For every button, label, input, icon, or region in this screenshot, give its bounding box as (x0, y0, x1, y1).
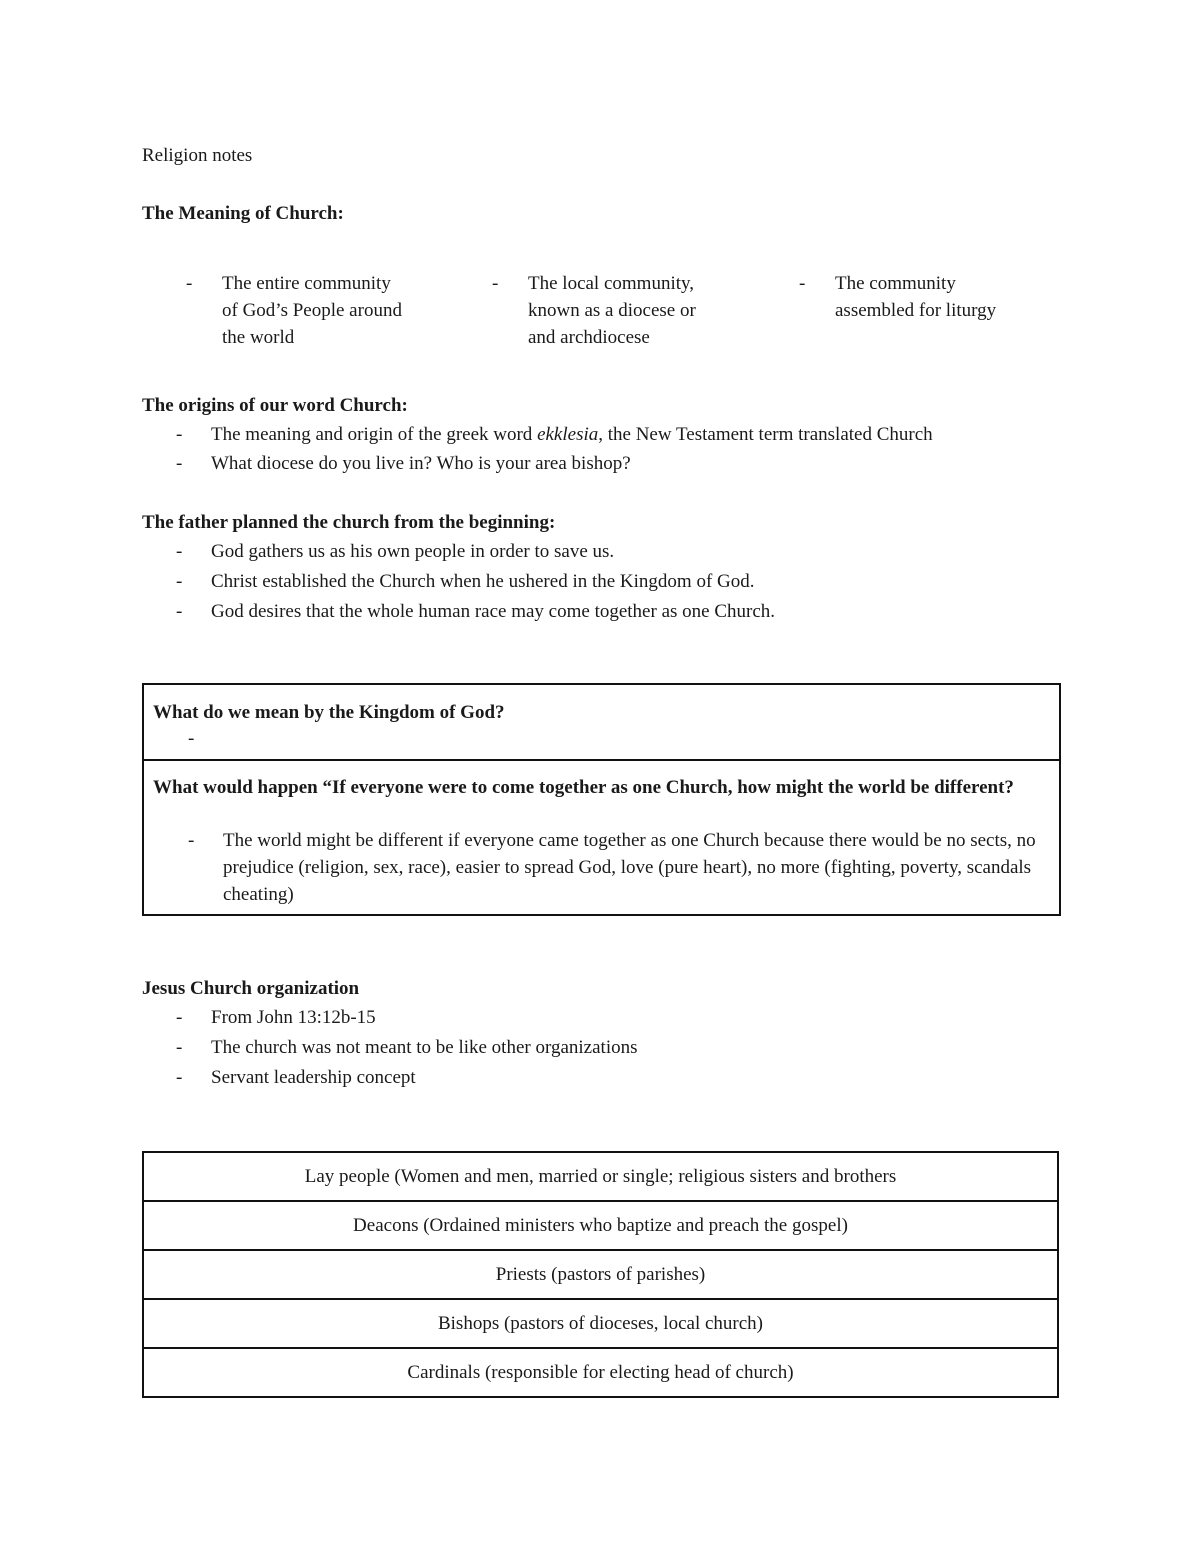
bullet-dash: - (492, 273, 499, 294)
document-title: Religion notes (142, 145, 253, 166)
bullet-dash: - (186, 273, 193, 294)
father-item: - God gathers us as his own people in order to save us. (176, 541, 615, 562)
one-church-answer: The world might be different if everyone came together as one Church because there would be no sects, no prejudice (religion, sex, race), easier to spread God, love (pure heart), no more (fighting, poverty, scandals cheating) (223, 830, 1036, 905)
kingdom-question: What do we mean by the Kingdom of God? (153, 702, 505, 723)
origins-item: - What diocese do you live in? Who is your area bishop? (176, 453, 631, 474)
father-heading: The father planned the church from the beginning: (142, 512, 556, 533)
father-item: - Christ established the Church when he ushered in the Kingdom of God. (176, 571, 755, 592)
meaning-column-text: The local community, known as a diocese or and archdiocese (528, 273, 696, 348)
hierarchy-row-bishops: Bishops (pastors of dioceses, local church) (142, 1298, 1059, 1347)
hierarchy-row-priests: Priests (pastors of parishes) (142, 1249, 1059, 1298)
kingdom-answer: - (188, 728, 195, 749)
organization-item: - The church was not meant to be like other organizations (176, 1037, 638, 1058)
organization-item: - From John 13:12b-15 (176, 1007, 376, 1028)
bullet-dash: - (188, 830, 195, 851)
organization-heading: Jesus Church organization (142, 978, 360, 999)
meaning-heading: The Meaning of Church: (142, 203, 344, 224)
table-divider (144, 759, 1059, 761)
bullet-dash: - (799, 273, 806, 294)
one-church-question: What would happen “If everyone were to come together as one Church, how might the world be different? (153, 777, 1014, 798)
hierarchy-row-lay-people: Lay people (Women and men, married or single; religious sisters and brothers (142, 1151, 1059, 1200)
question-table (142, 683, 1061, 916)
organization-item: - Servant leadership concept (176, 1067, 416, 1088)
origins-item: - The meaning and origin of the greek word ekklesia, the New Testament term translated Church (176, 424, 933, 445)
meaning-column-text: The entire community of God’s People around the world (222, 273, 402, 348)
father-item: - God desires that the whole human race may come together as one Church. (176, 601, 776, 622)
hierarchy-row-cardinals: Cardinals (responsible for electing head of church) (142, 1347, 1059, 1398)
origins-heading: The origins of our word Church: (142, 395, 408, 416)
hierarchy-row-deacons: Deacons (Ordained ministers who baptize and preach the gospel) (142, 1200, 1059, 1249)
hierarchy-table (142, 1151, 1059, 1398)
meaning-column-text: The community assembled for liturgy (835, 273, 997, 321)
